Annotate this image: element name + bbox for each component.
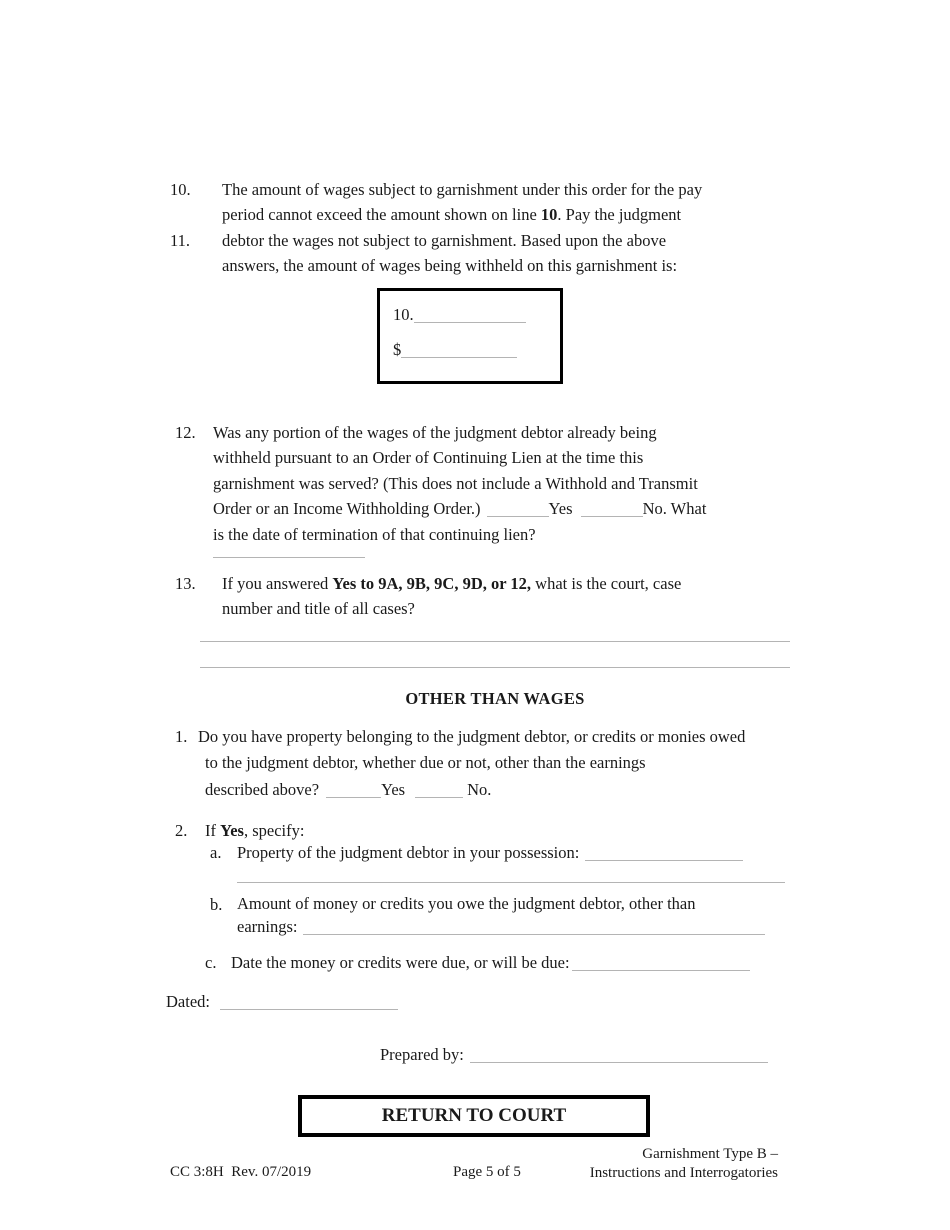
item-2a-answer-line [237, 882, 785, 883]
item-2b-paragraph [237, 892, 765, 938]
item-12-line-2: withheld pursuant to an Order of Continuing Lien at the time this [213, 448, 644, 468]
other-than-wages-heading: OTHER THAN WAGES [405, 689, 585, 708]
other-item-2-marker: 2. [175, 821, 188, 840]
item-2c-label: Date the money or credits were due, or will be due: [231, 953, 570, 972]
return-to-court-box: RETURN TO COURT [298, 1095, 650, 1137]
item-2c-blank [572, 956, 750, 971]
amount-box-dollar-row [393, 340, 560, 360]
other-item-1-line-2: to the judgment debtor, whether due or not, other than the earnings [205, 753, 646, 773]
item-12-no-label: No. What [642, 499, 707, 519]
footer-form-title-line-1: Garnishment Type B – [642, 1146, 778, 1162]
paragraph-line-2 [222, 202, 702, 227]
item-12-yes-label: Yes [548, 499, 573, 519]
paragraph-line-4: answers, the amount of wages being withheld on this garnishment is: [222, 256, 678, 276]
item-12-yes-blank [487, 502, 549, 517]
item-12-marker: 12. [175, 423, 196, 442]
line-10-amount-blank [414, 308, 526, 323]
dated-row [166, 989, 398, 1014]
item-2c-text [231, 950, 750, 975]
other-item-1-no-blank [415, 783, 463, 798]
item-2a-marker: a. [210, 843, 222, 862]
item-2b-blank [303, 920, 765, 935]
item-13-paragraph [222, 571, 681, 622]
prepared-by-label: Prepared by: [380, 1045, 464, 1064]
item-12-line-3: garnishment was served? (This does not include a Withhold and Transmit [213, 473, 698, 493]
item-13-pre: If you answered [222, 574, 333, 593]
paragraph-line-3: debtor the wages not subject to garnishment. Based upon the above [222, 230, 667, 250]
item-2a-text [237, 840, 743, 865]
court-cases-answer-line-1 [200, 641, 790, 642]
other-item-1-paragraph [198, 724, 745, 803]
other-item-1-line-1: Do you have property belonging to the judgment debtor, or credits or monies owed [198, 727, 746, 746]
dated-blank [220, 995, 398, 1010]
item-13-line-1 [222, 571, 681, 596]
item-13-post: what is the court, case [531, 574, 682, 593]
other-item-1-marker: 1. [175, 727, 188, 746]
item-12-line-4-pre: Order or an Income Withholding Order.) [213, 499, 481, 519]
item-12-line-1: Was any portion of the wages of the judgment debtor already being [213, 423, 657, 442]
item-2b-marker: b. [210, 895, 223, 914]
item-11-marker: 11. [170, 231, 191, 250]
court-cases-answer-line-2 [200, 667, 790, 668]
dollar-amount-blank [401, 343, 517, 358]
other-item-1-yes-blank [326, 783, 381, 798]
amount-box-line-label: 10. [393, 305, 414, 324]
item-2a-label: Property of the judgment debtor in your possession: [237, 843, 580, 862]
termination-date-blank [213, 557, 365, 558]
dollar-sign: $ [393, 340, 402, 359]
footer-form-title [578, 1145, 778, 1183]
item-2b-earnings-label: earnings: [237, 917, 298, 936]
item-12-line-5: is the date of termination of that continuing lien? [213, 524, 536, 544]
item-10-marker: 10. [170, 180, 191, 199]
prepared-by-row [380, 1042, 768, 1067]
amount-box-line-10 [393, 305, 560, 325]
other-item-1-yes-label: Yes [381, 779, 406, 799]
other-item-2-intro-post: , specify: [243, 821, 305, 840]
other-item-1-line-3-pre: described above? [205, 779, 320, 799]
prepared-by-blank [470, 1048, 768, 1063]
item-2a-blank [585, 846, 743, 861]
paragraph-line-2-post: . Pay the judgment [557, 205, 682, 225]
item-13-marker: 13. [175, 574, 196, 593]
item-2c-marker: c. [205, 953, 217, 972]
other-item-1-line-3 [198, 777, 745, 803]
dated-label: Dated: [166, 992, 210, 1011]
item-2b-line-1: Amount of money or credits you owe the judgment debtor, other than [237, 894, 696, 913]
other-item-2-intro-pre: If [205, 821, 221, 840]
item-10-11-paragraph [222, 177, 702, 279]
item-13-line-2: number and title of all cases? [222, 599, 415, 619]
item-12-line-4 [213, 496, 706, 521]
other-item-1-no-label: No. [467, 779, 492, 799]
item-13-bold: Yes to 9A, 9B, 9C, 9D, or 12, [332, 574, 532, 593]
footer-page-number: Page 5 of 5 [453, 1164, 521, 1180]
paragraph-line-1: The amount of wages subject to garnishment under this order for the pay [222, 180, 703, 199]
item-12-paragraph [213, 420, 706, 547]
other-item-2-intro-bold: Yes [220, 821, 244, 840]
paragraph-line-2-bold: 10 [540, 205, 558, 225]
paragraph-line-2-pre: period cannot exceed the amount shown on line [222, 205, 541, 225]
item-12-no-blank [581, 502, 643, 517]
footer-form-title-line-2: Instructions and Interrogatories [589, 1165, 778, 1181]
withholding-amount-box [377, 288, 563, 384]
footer-form-number: CC 3:8H Rev. 07/2019 [170, 1164, 312, 1180]
item-2b-line-2 [237, 915, 765, 938]
